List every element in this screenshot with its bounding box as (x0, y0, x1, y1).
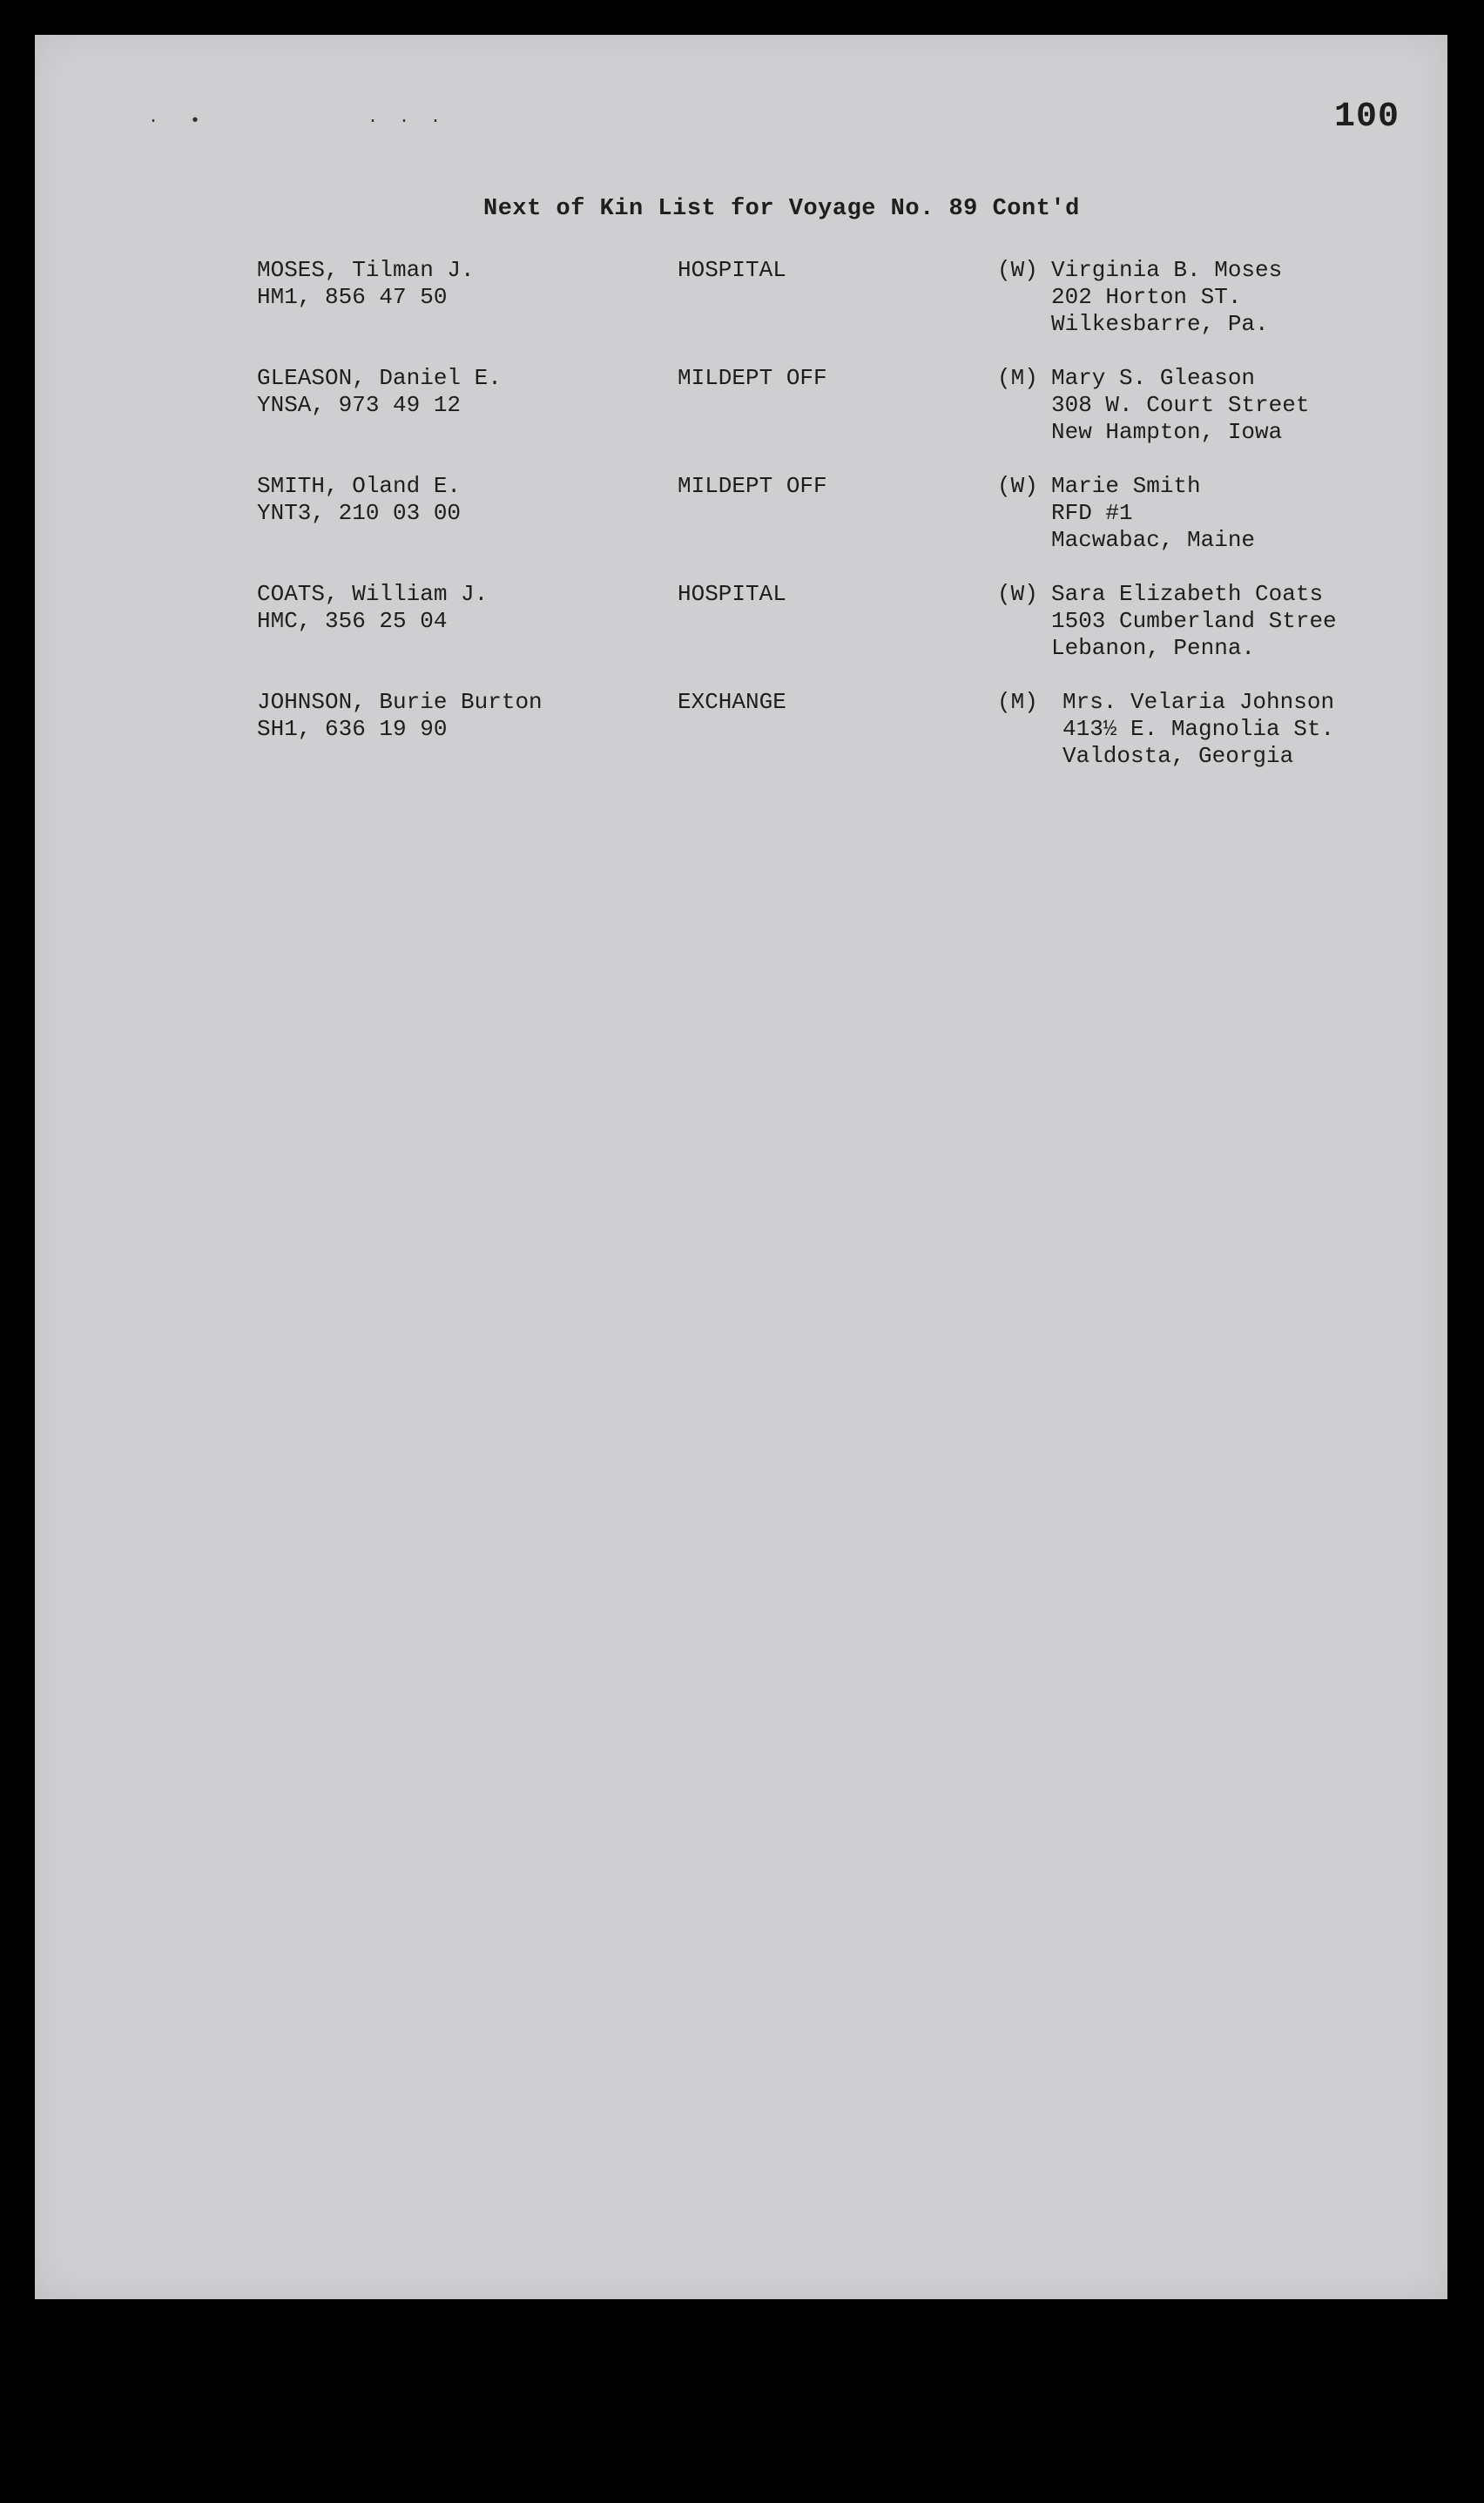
kin-list (35, 257, 1447, 797)
kin-name: Sara Elizabeth Coats (1051, 581, 1324, 607)
relation: (M) (997, 689, 1038, 715)
address-line-1: RFD #1 (1051, 500, 1133, 526)
sailor-name: SMITH, Oland E. (257, 473, 462, 499)
sailor-cell (257, 257, 475, 311)
kin-address (1051, 365, 1309, 446)
address-line-1: 1503 Cumberland Stree (1051, 608, 1337, 634)
sailor-name: COATS, William J. (257, 581, 489, 607)
kin-address (1051, 473, 1255, 554)
kin-name: Mary S. Gleason (1051, 365, 1256, 391)
sailor-name: JOHNSON, Burie Burton (257, 689, 543, 715)
page-title: Next of Kin List for Voyage No. 89 Cont'd (483, 196, 1080, 222)
scan-speck: · • · · · (148, 111, 442, 132)
reason: EXCHANGE (678, 689, 786, 715)
address-line-1: 202 Horton ST. (1051, 284, 1242, 310)
sailor-name: GLEASON, Daniel E. (257, 365, 502, 391)
reason: MILDEPT OFF (678, 365, 827, 391)
kin-address (1051, 581, 1337, 662)
sailor-rating: HM1, 856 47 50 (257, 284, 448, 310)
address-line-2: Macwabac, Maine (1051, 527, 1256, 553)
kin-name: Marie Smith (1051, 473, 1201, 499)
sailor-cell (257, 581, 488, 635)
relation: (M) (997, 365, 1038, 391)
address-line-2: New Hampton, Iowa (1051, 419, 1283, 445)
relation: (W) (997, 257, 1038, 283)
list-item (35, 581, 1447, 689)
address-line-2: Valdosta, Georgia (1062, 743, 1294, 769)
page-number: 100 (1333, 98, 1400, 137)
kin-name: Mrs. Velaria Johnson (1062, 689, 1335, 715)
sailor-rating: HMC, 356 25 04 (257, 608, 448, 634)
reason: HOSPITAL (678, 581, 786, 607)
kin-address (1051, 257, 1282, 338)
address-line-1: 308 W. Court Street (1051, 392, 1310, 418)
address-line-1: 413½ E. Magnolia St. (1062, 716, 1335, 742)
sailor-rating: SH1, 636 19 90 (257, 716, 448, 742)
document-page (35, 35, 1447, 2299)
list-item (35, 689, 1447, 797)
address-line-2: Wilkesbarre, Pa. (1051, 311, 1269, 337)
sailor-cell (257, 689, 543, 743)
sailor-cell (257, 473, 461, 527)
list-item (35, 365, 1447, 473)
list-item (35, 473, 1447, 581)
reason: HOSPITAL (678, 257, 786, 283)
reason: MILDEPT OFF (678, 473, 827, 499)
relation: (W) (997, 473, 1038, 499)
sailor-rating: YNT3, 210 03 00 (257, 500, 462, 526)
sailor-rating: YNSA, 973 49 12 (257, 392, 462, 418)
sailor-cell (257, 365, 502, 419)
list-item (35, 257, 1447, 365)
kin-name: Virginia B. Moses (1051, 257, 1283, 283)
kin-address (1062, 689, 1334, 770)
relation: (W) (997, 581, 1038, 607)
sailor-name: MOSES, Tilman J. (257, 257, 475, 283)
address-line-2: Lebanon, Penna. (1051, 635, 1256, 661)
